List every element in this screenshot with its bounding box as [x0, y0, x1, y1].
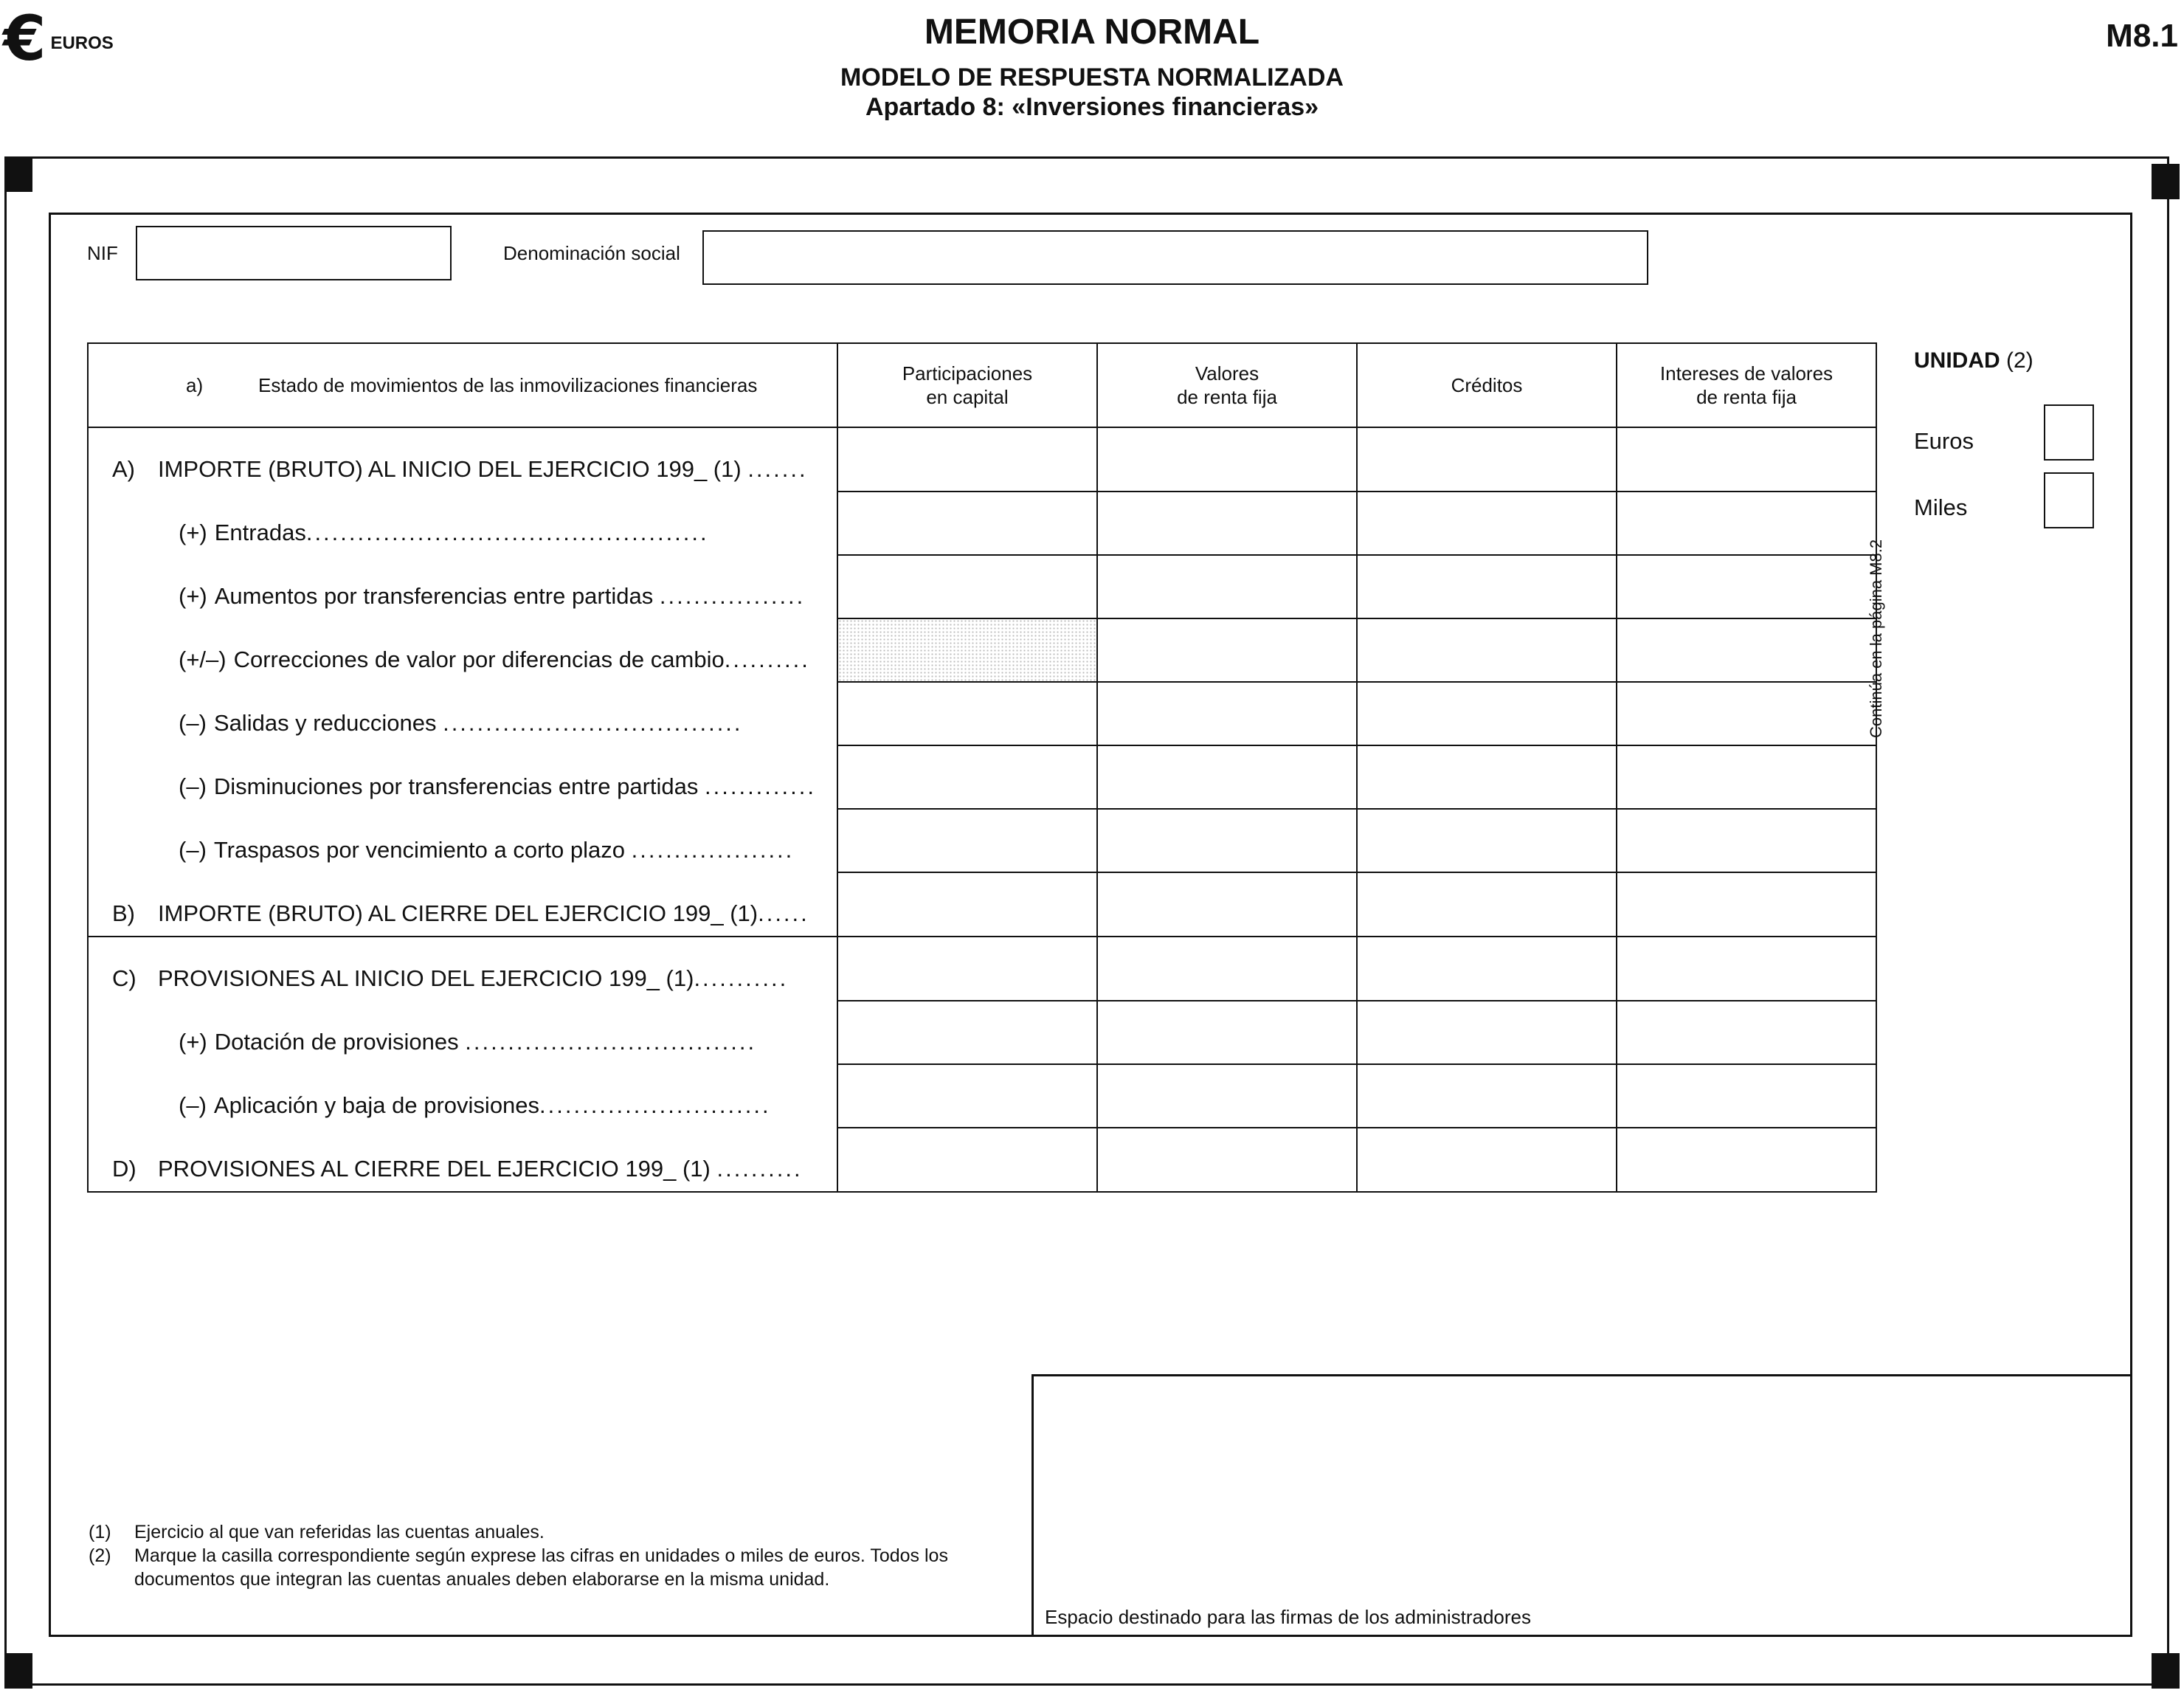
row-label-text: Salidas y reducciones	[213, 710, 437, 736]
input-cell[interactable]	[1097, 1128, 1357, 1192]
input-cell[interactable]	[1617, 745, 1876, 809]
input-cell[interactable]	[1617, 1128, 1876, 1192]
miles-checkbox[interactable]	[2044, 472, 2094, 528]
input-cell[interactable]	[1357, 682, 1617, 745]
row-label-text: IMPORTE (BRUTO) AL INICIO DEL EJERCICIO 199_ (1)	[158, 456, 742, 482]
input-cell[interactable]	[1617, 555, 1876, 618]
table-row	[88, 745, 1876, 809]
row-label	[88, 555, 837, 618]
row-leader-dots: ...................	[631, 837, 795, 863]
column-header-line: en capital	[926, 386, 1009, 408]
row-label	[88, 937, 837, 1001]
row-sign: (+)	[179, 583, 207, 609]
column-header-line: Participaciones	[902, 362, 1033, 385]
signature-area[interactable]	[1031, 1374, 2132, 1637]
input-cell[interactable]	[837, 427, 1097, 492]
input-cell[interactable]	[1097, 937, 1357, 1001]
input-cell[interactable]	[837, 872, 1097, 937]
nif-field[interactable]	[136, 226, 452, 280]
registration-mark-top-left	[4, 156, 32, 192]
euros-checkbox[interactable]	[2044, 404, 2094, 461]
row-label	[88, 872, 837, 937]
row-sign: (–)	[179, 710, 207, 736]
row-sign: (+/–)	[179, 646, 227, 672]
registration-mark-bottom-left	[4, 1653, 32, 1689]
denominacion-label: Denominación social	[503, 242, 680, 264]
input-cell[interactable]	[1357, 809, 1617, 872]
input-cell[interactable]	[1357, 492, 1617, 555]
input-cell[interactable]	[1097, 618, 1357, 682]
row-leader-dots: ..........	[716, 1156, 803, 1182]
table-row	[88, 492, 1876, 555]
input-cell[interactable]	[837, 682, 1097, 745]
row-leader-dots: ..................................	[465, 1029, 757, 1055]
table-title-prefix: a)	[186, 373, 204, 396]
row-label-text: Entradas	[214, 520, 306, 545]
input-cell[interactable]	[1617, 937, 1876, 1001]
row-label	[88, 809, 837, 872]
table-row	[88, 427, 1876, 492]
input-cell[interactable]	[1617, 492, 1876, 555]
input-cell[interactable]	[837, 937, 1097, 1001]
row-label-text: Aumentos por transferencias entre partidas	[214, 583, 654, 609]
unidad-title	[1914, 348, 2033, 373]
row-label-text: Dotación de provisiones	[214, 1029, 459, 1055]
section-title: Apartado 8: «Inversiones financieras»	[865, 93, 1319, 121]
row-letter: D)	[112, 1156, 136, 1182]
input-cell[interactable]	[1617, 618, 1876, 682]
footnote-text: Ejercicio al que van referidas las cuentas anuales.	[134, 1522, 545, 1542]
table-row	[88, 872, 1876, 937]
row-leader-dots: ...............................................	[305, 520, 709, 545]
model-code: M8.1	[2106, 18, 2178, 54]
row-sign: (–)	[179, 773, 207, 799]
unidad-title-text: UNIDAD	[1914, 348, 2000, 373]
input-cell[interactable]	[837, 492, 1097, 555]
column-header-participaciones	[837, 343, 1097, 427]
column-header-creditos	[1357, 343, 1617, 427]
row-leader-dots: ...........................	[539, 1092, 771, 1118]
row-label-text: PROVISIONES AL CIERRE DEL EJERCICIO 199_ (1)	[158, 1156, 711, 1182]
input-cell[interactable]	[1097, 745, 1357, 809]
input-cell[interactable]	[1617, 872, 1876, 937]
input-cell[interactable]	[837, 555, 1097, 618]
row-sign: (–)	[179, 1092, 207, 1118]
input-cell[interactable]	[1097, 1001, 1357, 1064]
miles-label: Miles	[1914, 494, 1968, 520]
column-header-line: de renta fija	[1177, 386, 1277, 408]
currency-label: EUROS	[50, 33, 114, 53]
input-cell[interactable]	[837, 809, 1097, 872]
row-label-text: Traspasos por vencimiento a corto plazo	[213, 837, 626, 863]
input-cell[interactable]	[1097, 555, 1357, 618]
row-leader-dots: ......	[758, 900, 809, 926]
row-letter: C)	[112, 965, 136, 991]
input-cell[interactable]	[1357, 1128, 1617, 1192]
row-sign: (–)	[179, 837, 207, 863]
table-row	[88, 1128, 1876, 1192]
input-cell[interactable]	[1617, 1064, 1876, 1128]
row-sign: (+)	[179, 520, 207, 545]
row-label	[88, 1064, 837, 1128]
table-header-row	[88, 343, 1876, 427]
row-leader-dots: .............	[705, 773, 816, 799]
row-leader-dots: ...................................	[443, 710, 743, 736]
row-leader-dots: .......	[747, 456, 808, 482]
column-header-line: Créditos	[1451, 373, 1523, 396]
table-row	[88, 618, 1876, 682]
input-cell[interactable]	[1357, 1001, 1617, 1064]
input-cell[interactable]	[1617, 1001, 1876, 1064]
continuation-note: Continúa en la página M8.2	[1867, 539, 1885, 738]
row-label-text: Aplicación y baja de provisiones	[213, 1092, 540, 1118]
column-header-line: Valores	[1195, 362, 1259, 385]
table-row	[88, 555, 1876, 618]
denominacion-field[interactable]	[702, 230, 1648, 285]
input-cell[interactable]	[1357, 937, 1617, 1001]
table-title: Estado de movimientos de las inmovilizaciones financieras	[258, 373, 758, 396]
row-label-text: Disminuciones por transferencias entre partidas	[213, 773, 699, 799]
table-row	[88, 937, 1876, 1001]
input-cell[interactable]	[1097, 427, 1357, 492]
footnote	[89, 1544, 1003, 1591]
row-letter: A)	[112, 456, 135, 482]
input-cell[interactable]	[837, 1064, 1097, 1128]
registration-mark-bottom-right	[2152, 1653, 2180, 1689]
row-leader-dots: ...........	[694, 965, 789, 991]
table-row	[88, 1064, 1876, 1128]
euros-label: Euros	[1914, 428, 1974, 454]
page-subtitle: MODELO DE RESPUESTA NORMALIZADA	[840, 63, 1344, 92]
page-title: MEMORIA NORMAL	[924, 13, 1260, 52]
shaded-cell	[837, 618, 1097, 682]
row-label	[88, 427, 837, 492]
row-label	[88, 492, 837, 555]
input-cell[interactable]	[1617, 809, 1876, 872]
input-cell[interactable]	[1357, 427, 1617, 492]
signature-label: Espacio destinado para las firmas de los administradores	[1045, 1606, 1532, 1628]
input-cell[interactable]	[1357, 618, 1617, 682]
nif-label: NIF	[87, 242, 118, 264]
row-sign: (+)	[179, 1029, 207, 1055]
row-label	[88, 682, 837, 745]
input-cell[interactable]	[1357, 555, 1617, 618]
row-label-text: IMPORTE (BRUTO) AL CIERRE DEL EJERCICIO 199_ (1)	[158, 900, 758, 926]
footnote-text: Marque la casilla correspondiente según exprese las cifras en unidades o miles de euros. Todos los documentos que integran las cuentas anuales deben elaborarse en la misma unidad.	[134, 1545, 948, 1590]
input-cell[interactable]	[1357, 872, 1617, 937]
table-row	[88, 809, 1876, 872]
row-label-text: Correcciones de valor por diferencias de cambio	[233, 646, 725, 672]
row-label	[88, 1001, 837, 1064]
column-header-intereses	[1617, 343, 1876, 427]
input-cell[interactable]	[1097, 492, 1357, 555]
input-cell[interactable]	[1617, 427, 1876, 492]
row-label	[88, 745, 837, 809]
row-label	[88, 618, 837, 682]
input-cell[interactable]	[1617, 682, 1876, 745]
movements-table	[87, 342, 1877, 1193]
row-letter: B)	[112, 900, 135, 926]
row-label-text: PROVISIONES AL INICIO DEL EJERCICIO 199_ (1)	[158, 965, 694, 991]
input-cell[interactable]	[1097, 1064, 1357, 1128]
table-row	[88, 1001, 1876, 1064]
euro-icon: €	[3, 2, 46, 75]
footnote	[89, 1520, 1003, 1544]
table-title-cell	[88, 343, 837, 427]
registration-mark-top-right	[2152, 164, 2180, 199]
table-row	[88, 682, 1876, 745]
column-header-line: de renta fija	[1696, 386, 1797, 408]
unidad-note-ref: (2)	[2006, 348, 2033, 373]
column-header-line: Intereses de valores	[1659, 362, 1834, 385]
footnote-number: (2)	[89, 1545, 111, 1566]
row-label	[88, 1128, 837, 1192]
row-leader-dots: .................	[659, 583, 806, 609]
input-cell[interactable]	[1097, 809, 1357, 872]
footnote-number: (1)	[89, 1522, 111, 1542]
input-cell[interactable]	[1357, 745, 1617, 809]
column-header-valores	[1097, 343, 1357, 427]
input-cell[interactable]	[1357, 1064, 1617, 1128]
row-leader-dots: ..........	[724, 646, 810, 672]
input-cell[interactable]	[837, 1128, 1097, 1192]
input-cell[interactable]	[1097, 872, 1357, 937]
input-cell[interactable]	[1097, 682, 1357, 745]
input-cell[interactable]	[837, 1001, 1097, 1064]
input-cell[interactable]	[837, 745, 1097, 809]
